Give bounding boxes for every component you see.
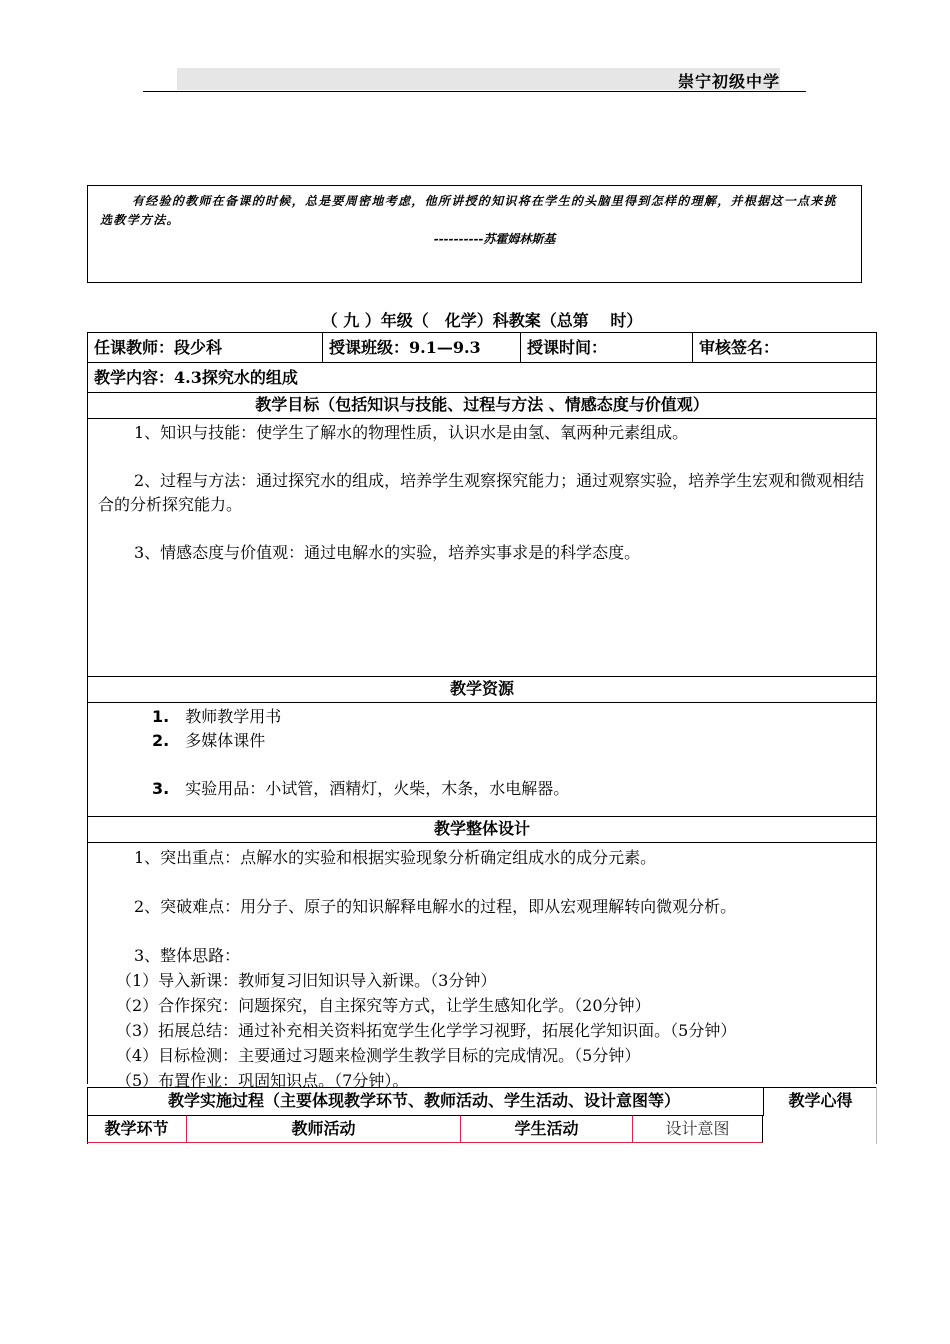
implementation-header xyxy=(87,1087,877,1116)
review-cell: 审核签名： xyxy=(692,333,875,363)
objective-item: 2、过程与方法：通过探究水的组成，培养学生观察探究能力；通过观察实验，培养学生宏观和微观相结合的分析探究能力。 xyxy=(98,471,865,514)
table-right-border xyxy=(876,1087,877,1144)
teacher-cell: 任课教师：段少科 xyxy=(94,338,223,357)
quote-box xyxy=(87,185,862,283)
resources-body xyxy=(88,702,876,816)
lesson-plan-table xyxy=(87,332,877,1090)
column-teaching-step: 教学环节 xyxy=(87,1115,187,1143)
objectives-body xyxy=(88,418,876,676)
quote-text: 有经验的教师在备课的时候，总是要周密地考虑，他所讲授的知识将在学生的头脑里得到怎样的理解，并根据这一点来挑选教学方法。 xyxy=(100,194,837,227)
resource-item: 2. 多媒体课件 xyxy=(152,731,266,750)
lesson-plan-title: （ 九 ）年级（ 化学）科教案（总第 时） xyxy=(321,311,643,330)
design-step: （3）拓展总结：通过补充相关资料拓宽学生化学学习视野，拓展化学知识面。（5分钟） xyxy=(116,1021,737,1040)
design-idea: 3、整体思路： xyxy=(134,946,241,965)
objective-item: 1、知识与技能：使学生了解水的物理性质，认识水是由氢、氧两种元素组成。 xyxy=(134,423,689,442)
design-difficulty: 2、突破难点：用分子、原子的知识解释电解水的过程，即从宏观理解转向微观分析。 xyxy=(134,897,737,916)
quote-author: ----------苏霍姆林斯基 xyxy=(433,232,556,246)
content-row: 教学内容：4.3探究水的组成 xyxy=(88,362,876,392)
column-design-intent: 设计意图 xyxy=(633,1115,763,1143)
design-heading: 教学整体设计 xyxy=(88,816,876,842)
design-step: （2）合作探究：问题探究，自主探究等方式，让学生感知化学。（20分钟） xyxy=(116,996,651,1015)
resource-item: 3. 实验用品：小试管，酒精灯，火柴，木条，水电解器。 xyxy=(152,779,570,798)
implementation-heading: 教学实施过程（主要体现教学环节、教师活动、学生活动、设计意图等） xyxy=(167,1091,680,1110)
objective-item: 3、情感态度与价值观：通过电解水的实验，培养实事求是的科学态度。 xyxy=(134,543,641,562)
objectives-heading: 教学目标（包括知识与技能、过程与方法 、情感态度与价值观） xyxy=(88,392,876,418)
class-cell: 授课班级：9.1—9.3 xyxy=(322,333,520,363)
column-student-activity: 学生活动 xyxy=(461,1115,633,1143)
teaching-notes-heading: 教学心得 xyxy=(763,1088,877,1116)
header-rule xyxy=(143,91,806,92)
school-name: 崇宁初级中学 xyxy=(677,72,780,91)
info-row xyxy=(88,332,876,362)
design-key-point: 1、突出重点：点解水的实验和根据实验现象分析确定组成水的成分元素。 xyxy=(134,848,657,867)
design-step: （4）目标检测：主要通过习题来检测学生教学目标的完成情况。（5分钟） xyxy=(116,1046,641,1065)
resources-heading: 教学资源 xyxy=(88,676,876,702)
design-step: （1）导入新课：教师复习旧知识导入新课。（3分钟） xyxy=(116,971,497,990)
column-teacher-activity: 教师活动 xyxy=(187,1115,461,1143)
design-step: （5）布置作业：巩固知识点。（7分钟）。 xyxy=(116,1071,409,1090)
design-body xyxy=(88,842,876,1090)
time-cell: 授课时间： xyxy=(520,333,692,363)
resource-item: 1. 教师教学用书 xyxy=(152,707,282,726)
